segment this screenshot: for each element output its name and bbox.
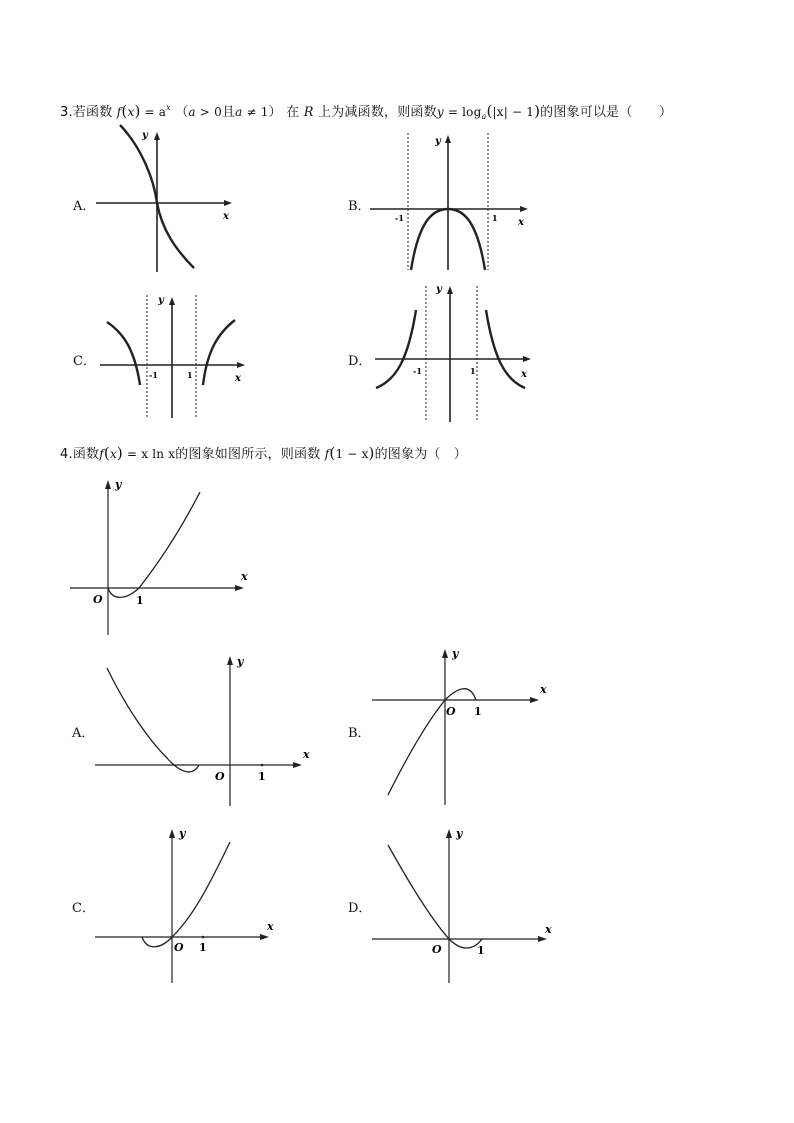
- curve: [107, 668, 199, 772]
- curve-right: [203, 320, 235, 385]
- y-axis-arrow: [447, 286, 453, 294]
- y-label: y: [436, 284, 442, 295]
- q3-option-d-graph[interactable]: [370, 280, 540, 425]
- x-axis-arrow: [523, 356, 531, 362]
- x-label: x: [518, 217, 524, 228]
- x-label: x: [303, 748, 310, 761]
- q4-option-a-graph[interactable]: [95, 650, 320, 810]
- curve-left: [107, 322, 140, 385]
- x-axis-arrow: [293, 762, 302, 768]
- option-a-label[interactable]: A．: [72, 726, 95, 741]
- question-3-stem: 3.若函数 $f(x) = a^x$ （a > 0且a ≠ 1） 在 R 上为减函数，则函数$y = \log_a(|x| - 1)$的图象可以是（ ）: [60, 102, 673, 121]
- question-number: 4.: [60, 447, 73, 462]
- tick-mark-one: [202, 936, 205, 939]
- x-axis-arrow: [538, 936, 547, 942]
- tick-neg1: -1: [149, 370, 158, 380]
- origin-label: O: [215, 770, 225, 783]
- x-label: x: [545, 923, 552, 936]
- tick-neg1: -1: [395, 213, 404, 223]
- x-axis-arrow: [530, 697, 539, 703]
- q4-option-c-graph[interactable]: [95, 825, 285, 985]
- option-d-label[interactable]: D．: [348, 354, 372, 369]
- curve: [388, 845, 482, 948]
- x-label: x: [223, 211, 229, 222]
- curve: [108, 492, 200, 597]
- stem-text: 若函数: [72, 105, 113, 120]
- tick-one: 1: [474, 705, 482, 718]
- curve-left: [376, 310, 416, 388]
- q4-option-b-graph[interactable]: [370, 645, 555, 810]
- tick-neg1: -1: [413, 366, 422, 376]
- x-label: x: [521, 369, 527, 380]
- x-axis-arrow: [237, 362, 245, 368]
- option-c-label[interactable]: C．: [73, 354, 96, 369]
- origin-label: O: [93, 593, 103, 606]
- tick-one: 1: [199, 941, 207, 954]
- y-label: y: [237, 655, 244, 668]
- x-axis-arrow: [520, 206, 528, 212]
- x-label: x: [540, 683, 547, 696]
- tick-one: 1: [258, 770, 266, 783]
- y-axis-arrow: [169, 297, 175, 305]
- tick-pos1: 1: [187, 370, 193, 380]
- y-axis-arrow: [227, 656, 233, 665]
- y-axis-arrow: [442, 649, 448, 658]
- x-label: x: [235, 373, 241, 384]
- y-axis-arrow: [154, 132, 160, 140]
- origin-label: O: [432, 943, 442, 956]
- q4-reference-graph: [65, 475, 260, 640]
- option-b-label[interactable]: B．: [348, 726, 371, 741]
- y-axis-arrow: [169, 829, 175, 838]
- question-4-stem: 4.函数f(x) = x ln x的图象如图所示，则函数 f(1 − x)的图象为（ ）: [60, 444, 468, 462]
- x-axis-arrow: [235, 585, 244, 591]
- y-label: y: [179, 827, 186, 840]
- option-d-label[interactable]: D．: [348, 901, 372, 916]
- y-label: y: [456, 827, 463, 840]
- x-axis-arrow: [224, 200, 232, 206]
- tick-one: 1: [136, 594, 144, 607]
- y-axis-arrow: [446, 829, 452, 838]
- question-number: 3.: [60, 105, 73, 120]
- y-label: y: [435, 136, 441, 147]
- curve: [388, 689, 476, 795]
- tick-pos1: 1: [492, 213, 498, 223]
- q3-option-b-graph[interactable]: [365, 125, 540, 275]
- q3-option-c-graph[interactable]: [95, 290, 255, 420]
- y-axis-arrow: [105, 480, 111, 489]
- x-label: x: [241, 570, 248, 583]
- tick-pos1: 1: [470, 366, 476, 376]
- curve: [142, 842, 230, 947]
- y-axis-arrow: [445, 135, 451, 143]
- option-a-label[interactable]: A．: [73, 199, 96, 214]
- q3-option-a-graph[interactable]: [90, 120, 240, 280]
- y-label: y: [115, 478, 122, 491]
- tick-one: 1: [477, 944, 485, 957]
- option-c-label[interactable]: C．: [72, 901, 95, 916]
- q4-option-d-graph[interactable]: [370, 825, 560, 985]
- y-label: y: [158, 295, 164, 306]
- x-axis-arrow: [260, 934, 269, 940]
- tick-mark-one: [261, 764, 264, 767]
- y-label: y: [452, 647, 459, 660]
- origin-label: O: [446, 705, 456, 718]
- x-label: x: [267, 920, 274, 933]
- curve-right: [486, 310, 525, 388]
- origin-label: O: [174, 941, 184, 954]
- y-label: y: [142, 130, 148, 141]
- option-b-label[interactable]: B．: [348, 199, 371, 214]
